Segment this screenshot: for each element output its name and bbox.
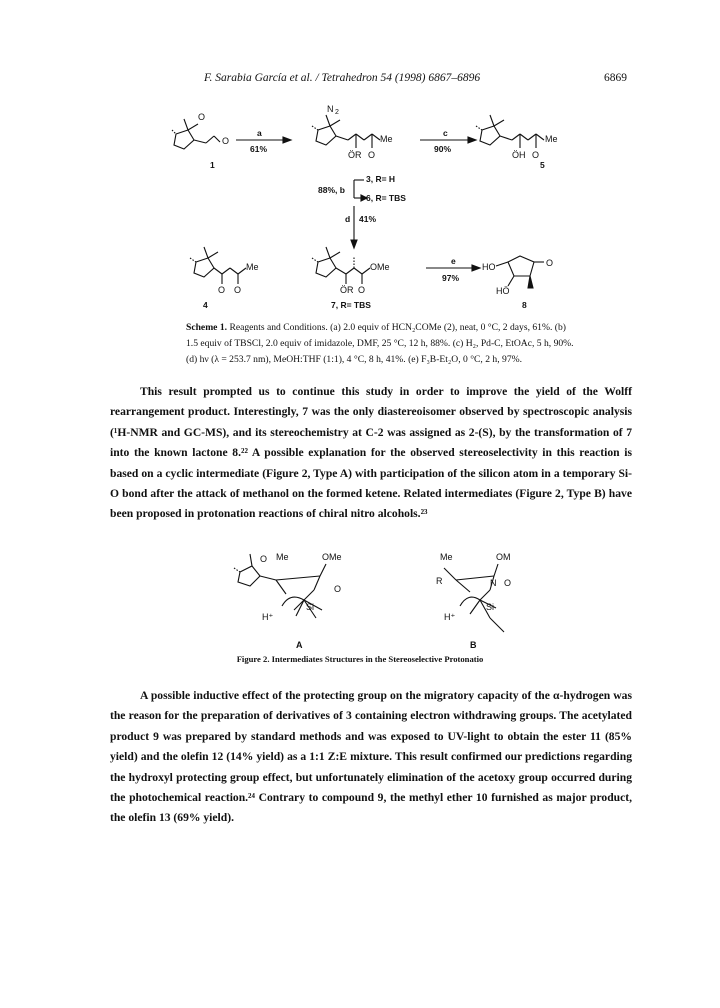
- scheme-labels: [0, 0, 558, 296]
- svg-text:O: O: [218, 285, 226, 295]
- compound-7-label: 7, R= TBS: [331, 300, 371, 310]
- running-head: F. Sarabia García et al. / Tetrahedron 54 (1998) 6867–6896: [204, 72, 481, 84]
- scheme-1-graphic: [0, 0, 720, 330]
- atom-label: O: [198, 112, 206, 122]
- svg-text:O: O: [222, 136, 230, 146]
- svg-text:ÖR: ÖR: [340, 285, 354, 295]
- reagent-c: c: [443, 128, 448, 138]
- compound-1-structure: [172, 119, 220, 149]
- figure-2-graphic: [0, 540, 720, 650]
- svg-text:Me: Me: [246, 262, 259, 272]
- svg-text:OMe: OMe: [370, 262, 390, 272]
- scheme-caption-title: Scheme 1.: [186, 322, 228, 333]
- compound-6-label: 6, R= TBS: [366, 193, 406, 203]
- paragraph-2: A possible inductive effect of the protecting group on the migratory capacity of the α-hydrogen was the reason for the preparation of derivatives of 3 containing electron withdrawing groups. The acetylated product 9 was prepared by standard methods and was exposed to UV-light to obtain the ester 11 (85% yield) and the olefin 12 (14% yield) as a 1:1 Z:E mixture. This result confirmed our predictions regarding the hydroxyl protecting group effect, but unfortunately elimination of the acetoxy group occurred during the photochemical reaction.²⁴ Contrary to compound 9, the methyl ether 10 furnished as major product, the olefin 13 (69% yield).: [110, 689, 632, 825]
- fig2a-ome: OMe: [322, 552, 342, 562]
- yield-e: 97%: [442, 273, 460, 283]
- compound-3-label: 3, R= H: [366, 174, 396, 184]
- compound-7-structure: [312, 247, 370, 284]
- svg-text:HÖ: HÖ: [496, 286, 510, 296]
- fig2a-o: O: [334, 584, 342, 594]
- fig2b-si: Si: [486, 602, 495, 612]
- fig2b-om: OM: [496, 552, 511, 562]
- fig2b-r: R: [436, 576, 443, 586]
- svg-text:Me: Me: [380, 134, 393, 144]
- fig2b-me: Me: [440, 552, 453, 562]
- compound-8-label: 8: [522, 300, 527, 310]
- figure-2-caption: Figure 2. Intermediates Structures in the Stereoselective Protonatio: [236, 654, 484, 664]
- svg-text:O: O: [546, 258, 554, 268]
- svg-text:Me: Me: [545, 134, 558, 144]
- scheme-caption-text: Reagents and Conditions. (a) 2.0 equiv of HCN₂COMe (2), neat, 0 °C, 2 days, 61%. (b) 1.5 equiv of TBSCl, 2.0 equiv of imidazole, DMF, 25 °C, 12 h, 88%. (c) H₂, Pd-C, EtOAc, 5 h, 90%. (d) hν (λ = 253.7 nm), MeOH:THF (1:1), 4 °C, 8 h, 41%. (e) F₃B-Et₂O, 0 °C, 2 h, 97%.: [186, 322, 574, 365]
- compound-4-structure: [190, 247, 246, 284]
- compound-1-label: 1: [210, 160, 215, 170]
- paragraph-1: This result prompted us to continue this study in order to improve the yield of the Wolff rearrangement product. Interestingly, 7 was the only diastereoisomer observed by spectroscopic analysis (¹H-NMR and GC-MS), and its stereochemistry at C-2 was assigned as 2-(S), by the transformation of 7 into the known lactone 8.²² A possible explanation for the observed stereoselectivity in this reaction is based on a cyclic intermediate (Figure 2, Type A) with participation of the silicon atom in a temporary Si-O bond after the attack of methanol on the formed ketene. Related intermediates (Figure 2, Type B) have been proposed in protonation reactions of chiral nitro alcohols.²³: [110, 385, 632, 521]
- fig2b-o: O: [504, 578, 512, 588]
- fig2a-me: Me: [276, 552, 289, 562]
- svg-text:ÖR: ÖR: [348, 150, 362, 160]
- svg-text:O: O: [532, 150, 540, 160]
- page-number: 6869: [604, 72, 627, 84]
- yield-d: 41%: [359, 214, 377, 224]
- compound-4-label: 4: [203, 300, 208, 310]
- yield-a: 61%: [250, 144, 268, 154]
- compound-8-structure: [496, 256, 544, 288]
- svg-text:O: O: [234, 285, 242, 295]
- fig2-label-a: A: [296, 640, 303, 650]
- fig2-label-b: B: [470, 640, 477, 650]
- reagent-d: d: [345, 214, 351, 224]
- svg-text:N: N: [327, 104, 334, 114]
- svg-text:2: 2: [335, 109, 339, 116]
- fig2b-n: N: [490, 578, 497, 588]
- svg-text:O: O: [358, 285, 366, 295]
- svg-text:HO: HO: [482, 262, 496, 272]
- scheme-caption: [186, 320, 576, 368]
- yield-c: 90%: [434, 144, 452, 154]
- fig2b-h: H⁺: [444, 612, 456, 622]
- svg-text:ÖH: ÖH: [512, 150, 526, 160]
- compound-5-label: 5: [540, 160, 545, 170]
- fig2a-h: H⁺: [262, 612, 274, 622]
- reagent-a: a: [257, 128, 262, 138]
- svg-text:O: O: [260, 554, 268, 564]
- compound-3-structure: [312, 115, 380, 148]
- fig2a-si: Si: [306, 602, 315, 612]
- reagent-e: e: [451, 256, 456, 266]
- svg-text:O: O: [368, 150, 376, 160]
- yield-b: 88%, b: [318, 185, 345, 195]
- compound-5-structure: [476, 115, 544, 148]
